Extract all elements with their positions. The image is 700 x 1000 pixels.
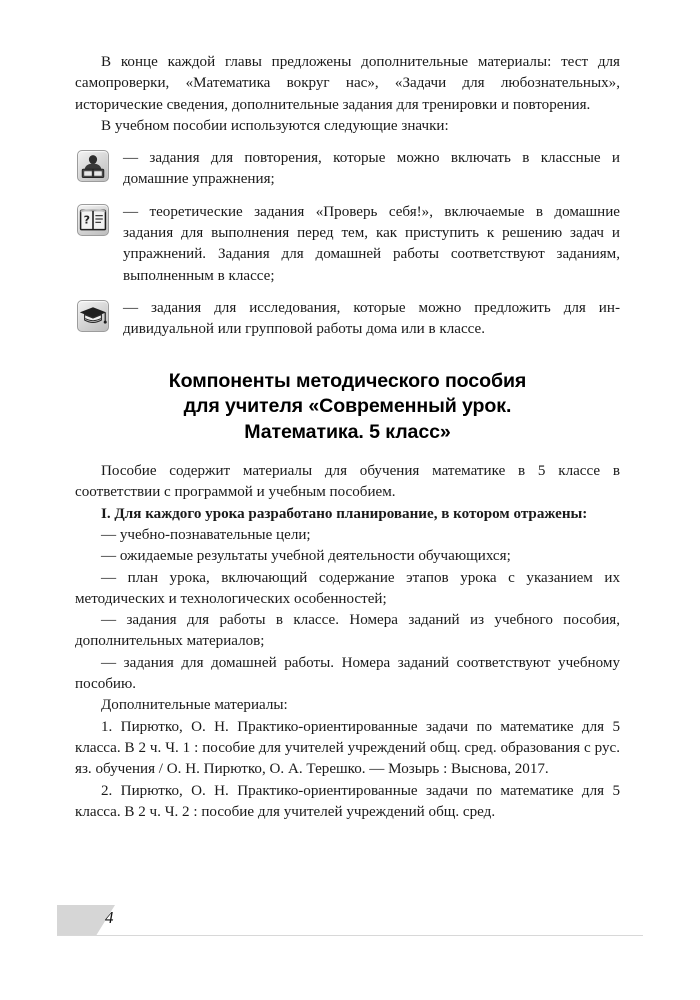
section-bullet: — ожидаемые результаты учебной деятельности обучающихся; — [101, 548, 511, 565]
page-footer — [57, 905, 643, 943]
section-bullet: — задания для работы в классе. Номера заданий из учебного пособия, дополнительных материалов; — [75, 612, 620, 650]
legend-item-text: — задания для повторения, которые можно включать в классные и домашние упражнения; — [123, 150, 620, 188]
graduation-cap-icon — [77, 300, 109, 332]
reading-person-icon — [77, 150, 109, 182]
legend-item-text: — теоретические задания «Проверь себя!», включаемые в домашние задания для выполнения перед тем, как приступить к решению задач и упражнений. Задания для домашней работы соответствуют заданиям, выполненным в классе; — [123, 203, 620, 284]
section-bullet: — план урока, включающий содержание этапов урока с указанием их методических и технологических особенностей; — [75, 569, 620, 607]
legend-item-text: — задания для исследования, которые можно предложить для индивидуальной или групповой работы дома или в классе. — [123, 299, 620, 338]
legend-item-check-yourself — [75, 202, 620, 287]
section-lead-paragraph: Пособие содержит материалы для обучения математике в 5 классе в соответствии с программой и учебным пособием. — [75, 463, 620, 501]
intro-paragraph-2: В учебном пособии используются следующие значки: — [101, 117, 449, 134]
open-book-question-icon — [77, 204, 109, 236]
page-content — [75, 52, 620, 823]
section-heading — [75, 369, 620, 446]
svg-text:?: ? — [83, 213, 90, 227]
section-bullet: — задания для домашней работы. Номера заданий соответствуют учебному пособию. — [75, 654, 620, 693]
intro-paragraph-1: В конце каждой главы предложены дополнительные материалы: тест для самопроверки, «Математика вокруг нас», «Задачи для любознательных», исторические сведения, дополнительные задания для тренировки и повторения. — [75, 54, 620, 113]
section-roman-item: I. Для каждого урока разработано планирование, в котором отражены: — [101, 505, 588, 522]
legend-item-repetition — [75, 148, 620, 191]
section-heading-line-3: Математика. 5 класс» — [244, 420, 451, 443]
footer-divider — [57, 935, 643, 936]
section-bullet: — учебно-познавательные цели; — [101, 526, 311, 543]
legend-item-research — [75, 298, 620, 341]
section-heading-line-1: Компоненты методического пособия — [168, 369, 527, 392]
page-number: 4 — [105, 908, 114, 927]
section-heading-line-2: для учителя «Современный урок. — [183, 395, 512, 418]
extra-materials-label: Дополнительные материалы: — [101, 697, 288, 714]
reference-item: 2. Пирютко, О. Н. Практико-ориентированные задачи по математике для 5 класса. В 2 ч. Ч. 2 : пособие для учителей учреждений общ. сред. — [75, 782, 620, 820]
reference-item: 1. Пирютко, О. Н. Практико-ориентированные задачи по математике для 5 класса. В 2 ч. Ч. 1 : пособие для учителей учреждений общ. сред. образования с рус. яз. обучения / О. Н. Пирютко, О. А. Терешко. — Мозырь : Выснова, 2017. — [75, 718, 620, 778]
